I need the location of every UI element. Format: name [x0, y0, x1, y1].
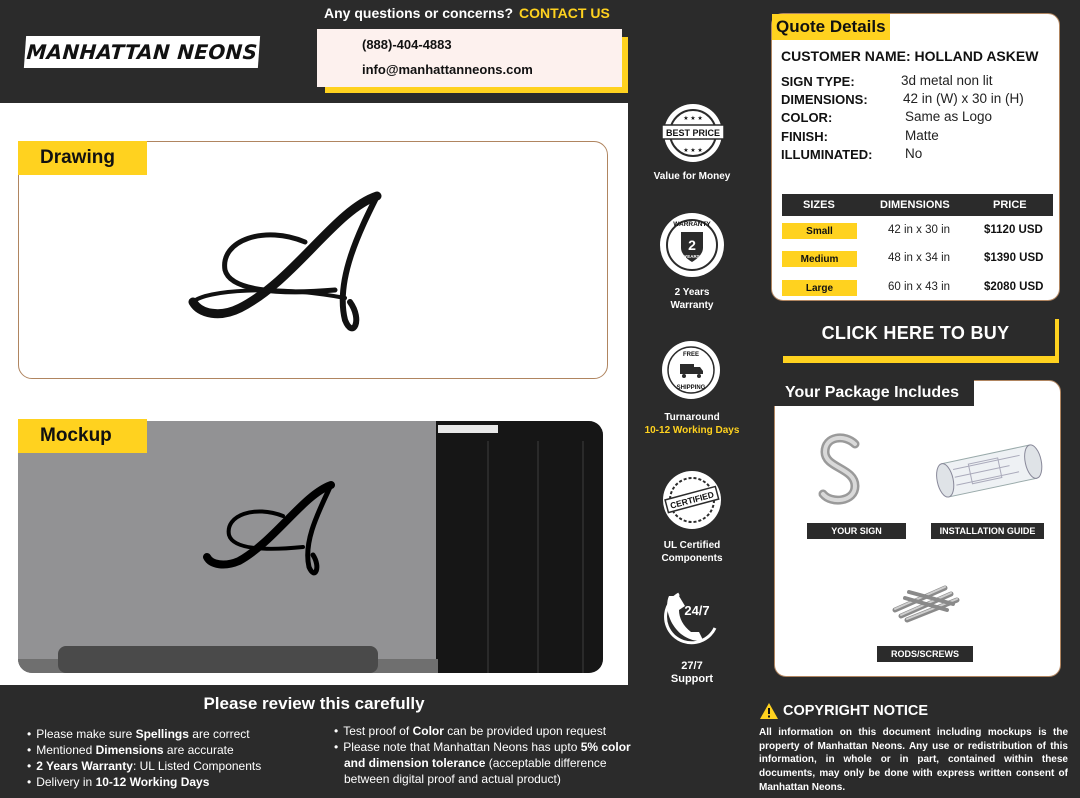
questions-line — [324, 5, 610, 21]
email-address[interactable]: info@manhattanneons.com — [362, 62, 533, 77]
phone-number[interactable]: (888)-404-4883 — [362, 37, 452, 52]
review-list-right — [334, 723, 654, 787]
package-item-rods: RODS/SCREWS — [877, 646, 973, 662]
price-table-header — [782, 194, 1053, 216]
warranty-badge-sub: YEARS — [684, 254, 700, 259]
badge-caption-value: Value for Money — [653, 171, 731, 182]
svg-text:★ ★ ★: ★ ★ ★ — [683, 116, 703, 122]
badge-caption-warranty — [628, 286, 756, 312]
size-badge: Small — [782, 223, 857, 239]
best-price-icon — [662, 102, 724, 164]
contact-us-link[interactable]: CONTACT US — [519, 5, 610, 21]
list-item: • Delivery in 10-12 Working Days — [27, 774, 261, 790]
list-item: • Please note that Manhattan Neons has upto 5% color and dimension tolerance (acceptable difference between digital proof and actual product) — [334, 739, 654, 787]
spec-label-sign-type: SIGN TYPE: — [781, 74, 855, 89]
col-header-dimensions: DIMENSIONS — [880, 199, 950, 211]
support-badge-text: 24/7 — [684, 603, 710, 618]
size-dimensions: 48 in x 34 in — [888, 252, 951, 264]
col-header-sizes: SIZES — [803, 199, 835, 211]
mockup-label: Mockup — [18, 419, 147, 453]
support-phone-icon — [659, 582, 725, 648]
svg-text:FREE: FREE — [682, 352, 700, 358]
buy-button[interactable]: CLICK HERE TO BUY — [776, 311, 1055, 356]
certified-caption-line1: UL Certified — [663, 540, 721, 551]
size-price: $1390 USD — [984, 252, 1044, 264]
size-price: $2080 USD — [984, 281, 1044, 293]
svg-text:★ ★ ★: ★ ★ ★ — [683, 148, 703, 154]
badge-caption-certified — [628, 539, 756, 565]
list-item: • Mentioned Dimensions are accurate — [27, 742, 261, 758]
drawing-label: Drawing — [18, 141, 147, 175]
col-header-price: PRICE — [993, 199, 1027, 211]
badge-caption-turnaround — [628, 411, 756, 437]
copyright-title-text: COPYRIGHT NOTICE — [783, 703, 929, 719]
badge-caption-support — [628, 660, 756, 686]
warranty-caption-line1: 2 Years — [674, 287, 710, 298]
turnaround-caption-line1: Turnaround — [664, 412, 720, 423]
list-item: • 2 Years Warranty: UL Listed Components — [27, 758, 261, 774]
size-dimensions: 42 in x 30 in — [888, 224, 951, 236]
warranty-badge-text: WARRANTY — [673, 221, 711, 228]
warranty-badge-number: 2 — [688, 237, 696, 253]
spec-value-finish: Matte — [905, 128, 939, 143]
support-caption-line2: Support — [670, 673, 714, 685]
copyright-title — [759, 702, 928, 720]
drawing-letter-a — [185, 190, 385, 340]
spec-label-illuminated: ILLUMINATED: — [781, 147, 873, 162]
size-dimensions: 60 in x 43 in — [888, 281, 951, 293]
mockup-photo — [18, 421, 603, 673]
rods-screws-icon — [885, 580, 965, 624]
spec-label-dimensions: DIMENSIONS: — [781, 92, 868, 107]
list-item: • Test proof of Color can be provided upon request — [334, 723, 654, 739]
warranty-icon — [659, 212, 725, 278]
free-shipping-icon — [661, 340, 721, 400]
mockup-room-image — [18, 421, 603, 673]
certified-caption-line2: Components — [661, 553, 723, 564]
spec-value-dimensions: 42 in (W) x 30 in (H) — [903, 91, 1024, 106]
size-badge: Medium — [782, 251, 857, 267]
list-item: • Please make sure Spellings are correct — [27, 726, 261, 742]
blueprint-icon — [930, 432, 1048, 508]
package-item-guide: INSTALLATION GUIDE — [931, 523, 1044, 539]
support-caption-line1: 27/7 — [681, 660, 703, 672]
spec-label-finish: FINISH: — [781, 129, 828, 144]
warning-icon — [759, 702, 779, 720]
brand-logo[interactable] — [24, 36, 260, 68]
turnaround-caption-line2: 10-12 Working Days — [644, 425, 740, 436]
review-list-left — [27, 726, 261, 790]
spec-value-color: Same as Logo — [905, 109, 993, 124]
package-title: Your Package Includes — [774, 380, 974, 406]
size-badge: Large — [782, 280, 857, 296]
package-item-sign: YOUR SIGN — [807, 523, 906, 539]
best-price-badge-text: BEST PRICE — [665, 128, 721, 138]
warranty-caption-line2: Warranty — [670, 300, 714, 311]
price-row[interactable] — [782, 220, 1053, 244]
certified-icon — [662, 470, 722, 530]
brand-name: MANHATTAN NEONS — [25, 40, 259, 64]
certified-badge-text: CERTIFIED — [669, 489, 715, 511]
size-price: $1120 USD — [984, 224, 1043, 236]
customer-name: CUSTOMER NAME: HOLLAND ASKEW — [781, 48, 1039, 64]
questions-text: Any questions or concerns? — [324, 5, 514, 21]
spec-value-illuminated: No — [905, 146, 923, 161]
svg-text:SHIPPING: SHIPPING — [676, 385, 706, 391]
copyright-text: All information on this document including mockups is the property of Manhattan Neons. Any use or redistribution of this information, in whole or in part, contained within these documents, may only be done with express written consent of Manhattan Neons. — [759, 727, 1068, 793]
price-row[interactable] — [782, 248, 1053, 272]
price-row[interactable] — [782, 277, 1053, 301]
contact-box — [317, 29, 622, 87]
review-title: Please review this carefully — [203, 694, 425, 713]
spec-value-sign-type: 3d metal non lit — [901, 73, 993, 88]
sign-letter-icon — [815, 432, 865, 508]
spec-label-color: COLOR: — [781, 110, 833, 125]
quote-details-title: Quote Details — [772, 14, 890, 40]
